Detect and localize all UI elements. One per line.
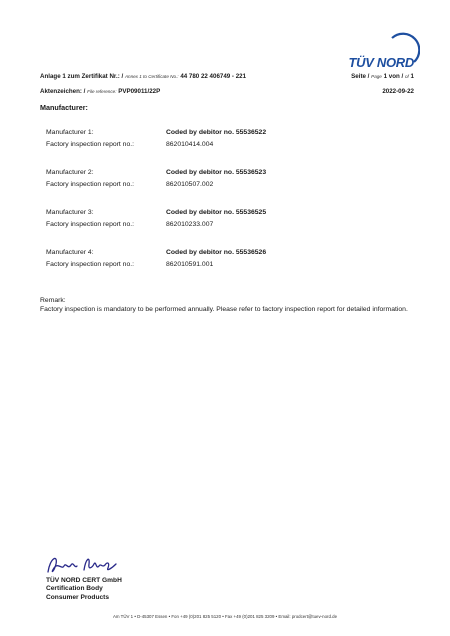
remark-title: Remark: bbox=[40, 297, 66, 304]
manufacturer-label: Manufacturer 2: bbox=[46, 169, 94, 176]
manufacturer-block-4 bbox=[46, 249, 386, 273]
signature-icon bbox=[44, 550, 124, 580]
page-label: Seite / bbox=[351, 73, 370, 80]
manufacturer-label: Manufacturer 4: bbox=[46, 249, 94, 256]
tuv-nord-logo bbox=[332, 40, 414, 70]
manufacturer-value: Coded by debitor no. 55536523 bbox=[166, 169, 267, 176]
file-ref-label-en: File reference: bbox=[87, 89, 117, 94]
manufacturer-label: Manufacturer 1: bbox=[46, 129, 94, 136]
factory-inspection-value: 862010591.001 bbox=[166, 261, 214, 268]
manufacturer-block-1 bbox=[46, 129, 386, 153]
document-date: 2022-09-22 bbox=[382, 88, 414, 95]
annex-label: Anlage 1 zum Zertifikat Nr.: / bbox=[40, 73, 124, 80]
factory-inspection-label: Factory inspection report no.: bbox=[46, 221, 135, 228]
manufacturer-label: Manufacturer 3: bbox=[46, 209, 94, 216]
manufacturer-block-2 bbox=[46, 169, 386, 193]
page-indicator bbox=[351, 73, 414, 80]
page-of-label: von / bbox=[388, 73, 404, 80]
file-reference: PVP09011/22P bbox=[118, 88, 161, 95]
company-name: TÜV NORD CERT GmbH bbox=[46, 577, 122, 584]
manufacturer-value: Coded by debitor no. 55536526 bbox=[166, 249, 267, 256]
factory-inspection-value: 862010233.007 bbox=[166, 221, 214, 228]
factory-inspection-label: Factory inspection report no.: bbox=[46, 261, 135, 268]
remark-text: Factory inspection is mandatory to be performed annually. Please refer to factory inspection report for detailed information. bbox=[40, 306, 408, 313]
factory-inspection-label: Factory inspection report no.: bbox=[46, 141, 135, 148]
page-of-label-en: of bbox=[404, 74, 409, 79]
section-title: Manufacturer: bbox=[40, 103, 88, 112]
header-file-reference-line bbox=[40, 88, 414, 95]
footer-address: Am TÜV 1 • D-45307 Essen • Fon +49 (0)201 825 5120 • Fax +49 (0)201 825 3209 • Email: prodcert@tuev-nord.de bbox=[112, 614, 338, 619]
factory-inspection-label: Factory inspection report no.: bbox=[46, 181, 135, 188]
company-division: Certification Body bbox=[46, 585, 103, 593]
company-block bbox=[46, 577, 122, 602]
factory-inspection-value: 862010414.004 bbox=[166, 141, 214, 148]
factory-inspection-value: 862010507.002 bbox=[166, 181, 214, 188]
page-current: 1 bbox=[383, 73, 388, 80]
header-certificate-line bbox=[40, 73, 414, 80]
file-ref-label: Aktenzeichen: / bbox=[40, 88, 86, 95]
company-unit: Consumer Products bbox=[46, 593, 110, 601]
page-label-en: Page bbox=[371, 74, 382, 79]
logo-text: TÜV NORD bbox=[348, 55, 414, 70]
remark-section bbox=[40, 296, 415, 314]
manufacturer-value: Coded by debitor no. 55536522 bbox=[166, 129, 267, 136]
page-total: 1 bbox=[410, 73, 414, 80]
annex-label-en: Annex 1 to Certificate No.: bbox=[124, 74, 179, 79]
certificate-number: 44 780 22 406749 - 221 bbox=[180, 73, 247, 80]
manufacturer-value: Coded by debitor no. 55536525 bbox=[166, 209, 267, 216]
manufacturer-block-3 bbox=[46, 209, 386, 233]
